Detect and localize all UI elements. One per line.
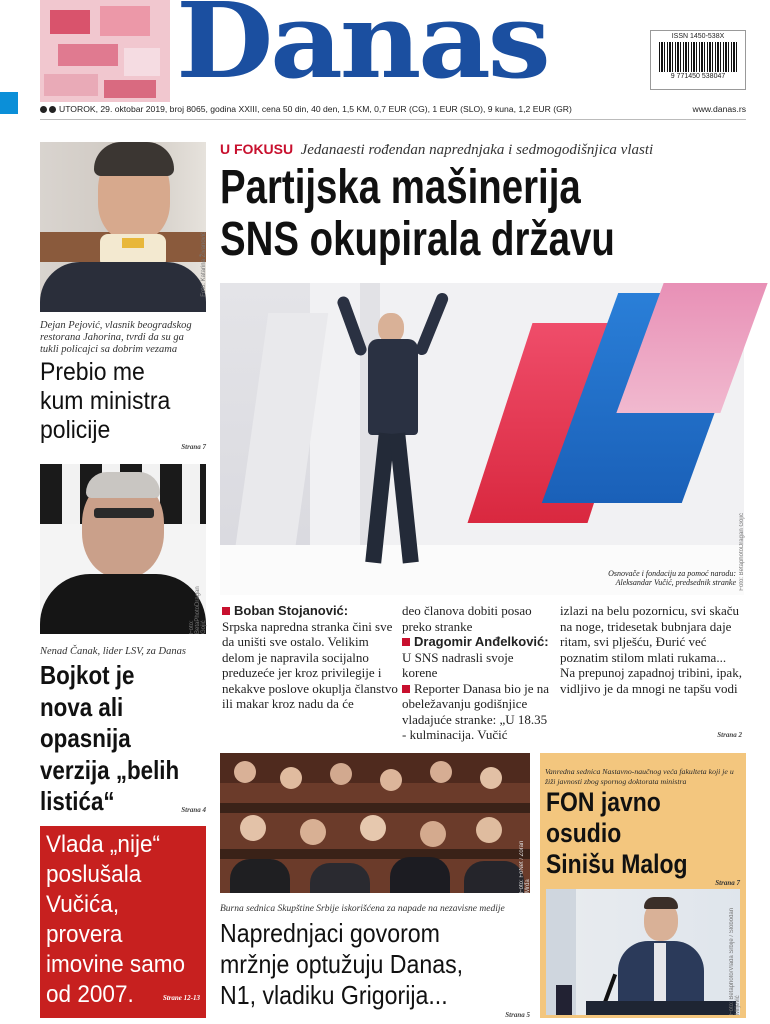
parliament-caption: Burna sednica Skupštine Srbije iskorišćena za napade na nezavisne medije bbox=[220, 904, 505, 914]
masthead-logo: Danas bbox=[176, 0, 548, 102]
vucic-stage-photo bbox=[220, 283, 744, 595]
andjelkovic-name: Dragomir Anđelković: bbox=[414, 634, 549, 649]
fon-box bbox=[540, 753, 746, 1018]
stojanovic-name: Boban Stojanović: bbox=[234, 603, 349, 618]
parliament-page-ref: Strana 5 bbox=[505, 1011, 530, 1019]
promo-pixel-block bbox=[40, 0, 170, 102]
canak-photo-credit: Foto: BetaPhotoDragan Gojić bbox=[189, 586, 207, 634]
col2-continued-text: deo članova dobiti posao preko stranke bbox=[402, 603, 532, 634]
fon-headline: FON javno osudio Sinišu Malog bbox=[546, 787, 688, 879]
website-link[interactable]: www.danas.rs bbox=[692, 104, 746, 114]
main-headline: Partijska mašinerija SNS okupirala državu bbox=[220, 161, 615, 266]
canak-photo bbox=[40, 464, 206, 634]
pejovic-photo bbox=[40, 142, 206, 312]
bullet-square-icon bbox=[402, 685, 410, 693]
kicker-label: U FOKUSU bbox=[220, 141, 294, 157]
stojanovic-text: Srpska napredna stranka čini sve da uništi sve ostalo. Velikim delom je napravila socijalno preduzeće jer kroz privilegije i nekakve poslove okuplja članstvo ili makar kroz nadu da će bbox=[222, 618, 398, 711]
speaker-figure bbox=[338, 283, 458, 595]
dateline-bar bbox=[40, 103, 746, 117]
issn-label: ISSN 1450-538X bbox=[671, 33, 725, 40]
vlada-red-box bbox=[40, 826, 206, 1018]
issn-barcode-box bbox=[650, 30, 746, 90]
canak-page-ref: Strana 4 bbox=[181, 806, 206, 814]
main-kicker-line bbox=[220, 141, 750, 159]
parliament-photo-credit: Foto: FoNet / Zoran Mrđa bbox=[519, 840, 531, 893]
pejovic-page-ref: Strana 7 bbox=[181, 443, 206, 451]
barcode-number: 9 771450 538047 bbox=[670, 73, 726, 80]
fon-caption: Vanredna sednica Nastavno-naučnog veća fakulteta koji je u žiži javnosti zbog spornog doktorata ministra bbox=[545, 767, 734, 786]
canak-headline: Bojkot je nova ali opasnija verzija „belih listića“ bbox=[40, 660, 180, 816]
vlada-page-ref: Strane 12-13 bbox=[162, 994, 200, 1002]
main-page-ref: Strana 2 bbox=[717, 731, 742, 739]
parliament-headline: Naprednjaci govorom mržnje optužuju Danas, N1, vladiku Grigorija... bbox=[220, 918, 464, 1010]
masthead-rule bbox=[40, 119, 746, 120]
corner-blue-tab bbox=[0, 92, 18, 114]
fon-page-ref: Strana 7 bbox=[715, 879, 740, 887]
dateline-dots bbox=[40, 106, 47, 113]
reporter-text: Reporter Danasa bio je na obeležavanju godišnjice vladajuće stranke: „U 18.35 - kulminacija. Vučić bbox=[402, 680, 550, 742]
canak-caption: Nenad Čanak, lider LSV, za Danas bbox=[40, 646, 186, 657]
bullet-square-icon bbox=[222, 607, 230, 615]
dateline-text: UTOROK, 29. oktobar 2019, broj 8065, godina XXIII, cena 50 din, 40 den, 1,5 KM, 0,7 EUR (CG), 1 EUR (SLO), 9 kuna, 1,2 EUR (GR) bbox=[59, 104, 572, 114]
main-col-1 bbox=[222, 603, 402, 712]
kicker-subtitle: Jedanaesti rođendan naprednjaka i sedmogodišnjica vlasti bbox=[300, 142, 654, 158]
mali-photo-credit: Foto: Betaphoto/Vlada Srbije / Slobodan Miljević bbox=[729, 907, 741, 1015]
barcode-icon bbox=[659, 42, 737, 72]
vucic-photo-caption: Osnovače i fondaciju za pomoć narodu: Aleksandar Vučić, predsednik stranke bbox=[608, 569, 736, 587]
col3-text: izlazi na belu pozornicu, svi skaču na noge, tridesetak bubnjara daje ritam, svi plješću, Đurić već poznatim stilom mlati rukama... Na prepunoj zapadnoj tribini, ipak, vidljivo je da mnogi ne tapšu vodi bbox=[560, 603, 742, 696]
vucic-photo-credit: Foto: BetaphotoDragan Gojić bbox=[739, 513, 745, 591]
main-col-2 bbox=[402, 603, 550, 743]
pejovic-photo-credit: Foto: Katarina Živanović bbox=[201, 232, 207, 297]
bullet-square-icon bbox=[402, 638, 410, 646]
pejovic-caption: Dejan Pejović, vlasnik beogradskog restorana Jahorina, tvrdi da su ga tukli policajci sa dobrim vezama bbox=[40, 320, 192, 355]
mali-photo bbox=[546, 889, 740, 1015]
parliament-photo bbox=[220, 753, 530, 893]
andjelkovic-text: U SNS nadrasli svoje korene bbox=[402, 649, 514, 680]
vlada-headline: Vlada „nije“ poslušala Vučića, provera imovine samo od 2007. bbox=[46, 831, 186, 1008]
pejovic-headline: Prebio me kum ministra policije bbox=[40, 358, 171, 444]
main-col-3 bbox=[560, 603, 742, 696]
